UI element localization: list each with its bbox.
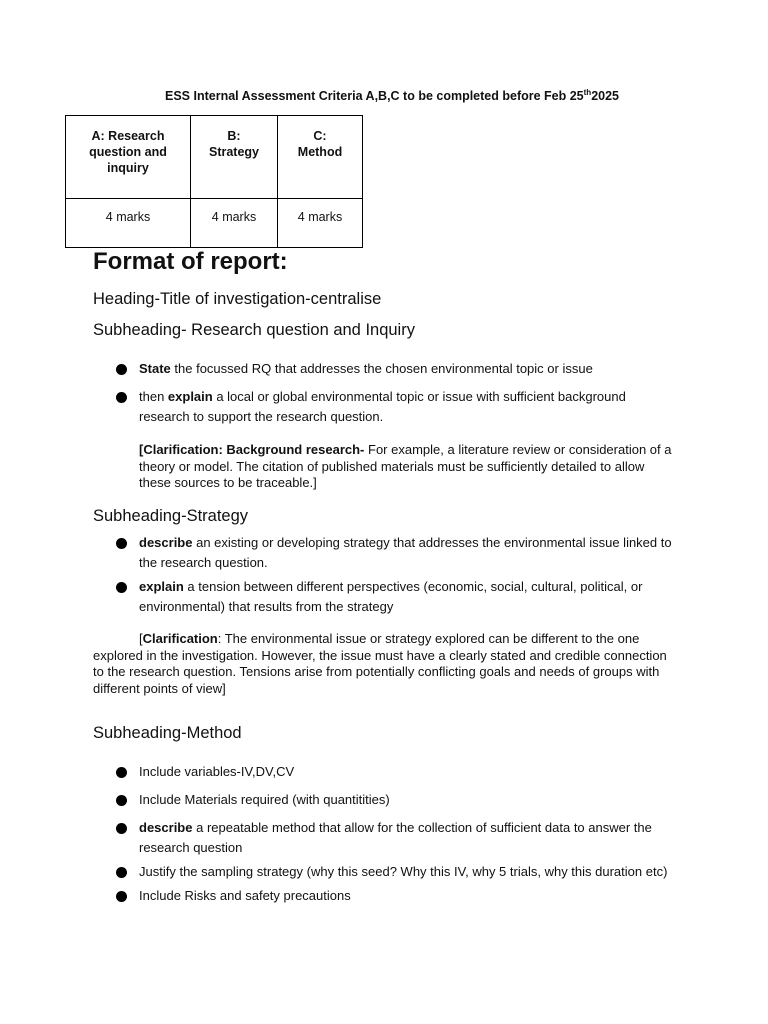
- strategy-subheading: Subheading-Strategy: [93, 507, 249, 525]
- bullet-icon: [116, 823, 127, 834]
- strategy-clarification: [Clarification: The environmental issue or strategy explored can be different to the one explored in the investigation. However, the issue must have a clearly stated and credible connection to the research question. Tensions arise from potentially conflicting goals and needs of groups with different points of view]: [93, 631, 667, 696]
- list-item: describe a repeatable method that allow for the collection of sufficient data to answer the research question: [0, 818, 679, 858]
- rq-clarification: [Clarification: Background research- For example, a literature review or consideration of a theory or model. The citation of published materials must be sufficiently detailed to allow these sources to be traceable.]: [139, 442, 672, 490]
- list-item: then explain a local or global environmental topic or issue with sufficient background research to support the research question.: [0, 387, 679, 427]
- bullet-icon: [116, 767, 127, 778]
- list-item: Include variables-IV,DV,CV: [0, 762, 679, 782]
- bullet-icon: [116, 582, 127, 593]
- table-header-row: [66, 116, 363, 199]
- bullet-icon: [116, 891, 127, 902]
- method-bullet-list: [0, 762, 679, 906]
- heading-line: Heading-Title of investigation-centralise: [93, 290, 382, 308]
- list-item: describe an existing or developing strategy that addresses the environmental issue linked to the research question.: [0, 533, 679, 573]
- criteria-table: [65, 115, 363, 248]
- criterion-c-header: C: Method: [278, 116, 363, 199]
- bullet-icon: [116, 392, 127, 403]
- rq-subheading: Subheading- Research question and Inquiry: [93, 321, 415, 339]
- list-item: explain a tension between different perspectives (economic, social, cultural, political, or environmental) that results from the strategy: [0, 577, 679, 617]
- criterion-b-header: B: Strategy: [191, 116, 278, 199]
- strategy-bullet-list: [0, 533, 679, 617]
- criterion-a-marks: 4 marks: [66, 199, 191, 248]
- document-title: ESS Internal Assessment Criteria A,B,C to be completed before Feb 25th2025: [165, 88, 620, 104]
- bullet-icon: [116, 538, 127, 549]
- list-item: State the focussed RQ that addresses the chosen environmental topic or issue: [0, 359, 679, 379]
- list-item: Include Risks and safety precautions: [0, 886, 679, 906]
- criterion-c-marks: 4 marks: [278, 199, 363, 248]
- list-item: Justify the sampling strategy (why this seed? Why this IV, why 5 trials, why this duration etc): [0, 862, 679, 882]
- criterion-a-header: A: Research question and inquiry: [66, 116, 191, 199]
- criterion-b-marks: 4 marks: [191, 199, 278, 248]
- bullet-icon: [116, 867, 127, 878]
- list-item: Include Materials required (with quantitities): [0, 790, 679, 810]
- bullet-icon: [116, 364, 127, 375]
- bullet-icon: [116, 795, 127, 806]
- format-heading: Format of report:: [93, 248, 288, 275]
- method-subheading: Subheading-Method: [93, 724, 242, 742]
- rq-bullet-list: [0, 359, 679, 427]
- table-marks-row: [66, 199, 363, 248]
